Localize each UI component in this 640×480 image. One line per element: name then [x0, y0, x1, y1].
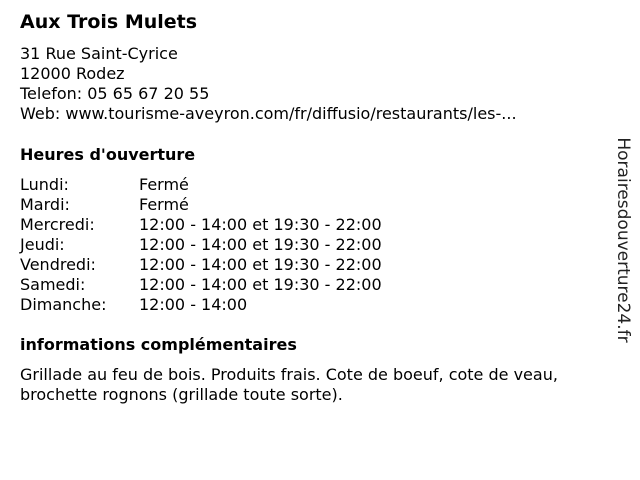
day-hours: 12:00 - 14:00 et 19:30 - 22:00 [139, 275, 382, 294]
additional-info-text: Grillade au feu de bois. Produits frais. Cote de boeuf, cote de veau, brochette rognons (grillade toute sorte). [20, 365, 558, 404]
hours-row-saturday [20, 275, 382, 295]
hours-row-tuesday [20, 195, 382, 215]
website-link[interactable]: Web: www.tourisme-aveyron.com/fr/diffusio/restaurants/les-... [20, 104, 517, 123]
day-hours: 12:00 - 14:00 et 19:30 - 22:00 [139, 235, 382, 254]
day-label: Mardi: [20, 195, 70, 214]
hours-row-wednesday [20, 215, 382, 235]
day-hours: Fermé [139, 195, 189, 214]
day-label: Vendredi: [20, 255, 96, 274]
hours-row-thursday [20, 235, 382, 255]
opening-hours-heading: Heures d'ouverture [20, 145, 196, 164]
day-hours: Fermé [139, 175, 189, 194]
phone-number[interactable]: Telefon: 05 65 67 20 55 [20, 84, 210, 103]
street-address: 31 Rue Saint-Cyrice [20, 44, 178, 63]
day-label: Lundi: [20, 175, 69, 194]
day-label: Dimanche: [20, 295, 107, 314]
day-label: Jeudi: [20, 235, 65, 254]
day-hours: 12:00 - 14:00 et 19:30 - 22:00 [139, 215, 382, 234]
address-block [20, 44, 517, 124]
day-hours: 12:00 - 14:00 et 19:30 - 22:00 [139, 255, 382, 274]
hours-row-sunday [20, 295, 382, 315]
additional-info-heading: informations complémentaires [20, 335, 297, 354]
day-label: Mercredi: [20, 215, 95, 234]
site-watermark: Horairesdouverture24.fr [613, 137, 633, 343]
day-label: Samedi: [20, 275, 86, 294]
restaurant-name: Aux Trois Mulets [20, 11, 198, 33]
day-hours: 12:00 - 14:00 [139, 295, 248, 314]
city-postcode: 12000 Rodez [20, 64, 125, 83]
hours-row-friday [20, 255, 382, 275]
hours-row-monday [20, 175, 382, 195]
opening-hours-table [20, 175, 382, 315]
